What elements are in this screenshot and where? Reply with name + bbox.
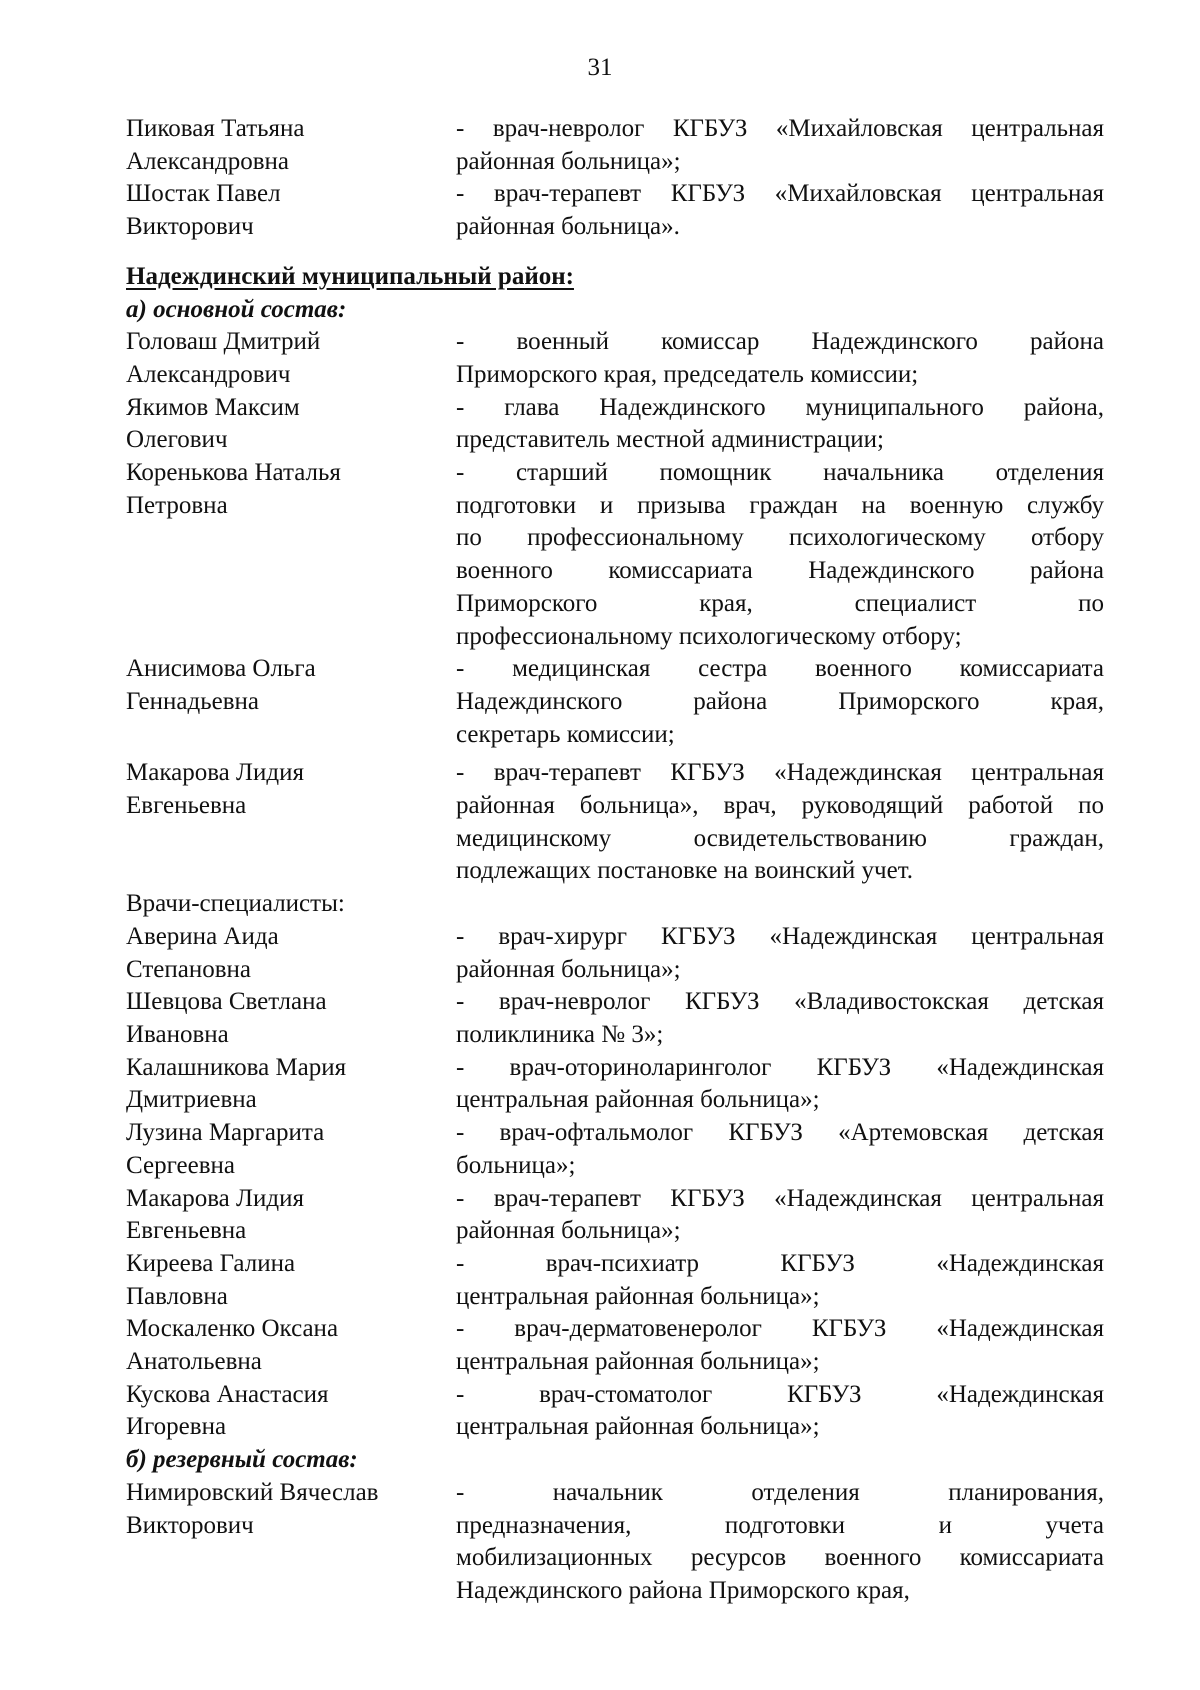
person-role: [456, 921, 1104, 986]
person-role: [456, 986, 1104, 1051]
person-entry: [126, 1379, 1104, 1444]
person-role: [456, 1117, 1104, 1182]
person-role-line: районная больница»;: [456, 147, 681, 175]
person-entry: [126, 1117, 1104, 1182]
person-role-line: подготовки и призыва граждан на военную службу: [456, 491, 1104, 519]
person-role-line: - врач-хирург КГБУЗ «Надеждинская центральная: [456, 922, 1104, 950]
person-name: [126, 326, 456, 391]
person-role: [456, 757, 1104, 888]
section-title: Надеждинский муниципальный район:: [126, 262, 574, 290]
person-name-line: Макарова Лидия: [126, 1184, 304, 1212]
person-role-line: районная больница»;: [456, 955, 681, 983]
page-number: 31: [587, 54, 613, 81]
person-name-line: Москаленко Оксана: [126, 1315, 339, 1343]
person-name-line: Аверина Аида: [126, 922, 279, 950]
person-name: [126, 1379, 456, 1444]
person-role: [456, 392, 1104, 457]
person-name-line: Кускова Анастасия: [126, 1380, 329, 1408]
person-role: [456, 1313, 1104, 1378]
person-name-line: Якимов Максим: [126, 393, 300, 421]
person-name-line: Сергеевна: [126, 1151, 235, 1179]
person-role: [456, 1183, 1104, 1248]
person-entry: [126, 757, 1104, 888]
person-name-line: Геннадьевна: [126, 687, 259, 715]
person-role-line: районная больница», врач, руководящий работой по: [456, 792, 1104, 820]
person-name-line: Павловна: [126, 1282, 228, 1310]
person-name-line: Макарова Лидия: [126, 759, 304, 787]
person-name-line: Петровна: [126, 491, 228, 519]
person-entry: [126, 113, 1104, 178]
person-role-line: подлежащих постановке на воинский учет.: [456, 857, 914, 885]
person-name: [126, 392, 456, 457]
person-entry: [126, 457, 1104, 653]
person-entry: [126, 1477, 1104, 1608]
person-entry: [126, 326, 1104, 391]
person-role-line: Надеждинского района Приморского края,: [456, 687, 1104, 715]
person-role: [456, 457, 1104, 653]
main-entries: [126, 326, 1104, 888]
person-role-line: представитель местной администрации;: [456, 426, 884, 454]
person-entry: [126, 986, 1104, 1051]
person-name-line: Викторович: [126, 213, 254, 241]
person-role-line: - военный комиссар Надеждинского района: [456, 328, 1104, 356]
person-name-line: Пиковая Татьяна: [126, 115, 305, 142]
person-role-line: Приморского края, специалист по: [456, 589, 1104, 617]
person-entry: [126, 1313, 1104, 1378]
person-name-line: Лузина Маргарита: [126, 1119, 325, 1147]
person-name-line: Евгеньевна: [126, 1217, 247, 1245]
top-entries: [126, 113, 1104, 244]
person-role: [456, 1248, 1104, 1313]
person-name-line: Игоревна: [126, 1413, 227, 1441]
person-entry: [126, 1248, 1104, 1313]
spacer: [126, 244, 1104, 261]
person-name-line: Дмитриевна: [126, 1086, 257, 1114]
person-role-line: предназначения, подготовки и учета: [456, 1511, 1104, 1539]
person-role: [456, 326, 1104, 391]
person-name: [126, 113, 456, 178]
person-role-line: районная больница».: [456, 213, 680, 241]
person-role: [456, 178, 1104, 243]
person-name: [126, 653, 456, 751]
person-role-line: военного комиссариата Надеждинского района: [456, 557, 1104, 585]
person-name-line: Ивановна: [126, 1020, 229, 1048]
person-name-line: Александровна: [126, 147, 290, 175]
person-name-line: Александрович: [126, 360, 291, 388]
person-role-line: медицинскому освидетельствованию граждан,: [456, 824, 1104, 852]
person-role-line: профессиональному психологическому отбору;: [456, 622, 962, 650]
person-name-line: Викторович: [126, 1511, 254, 1539]
person-role-line: - врач-оториноларинголог КГБУЗ «Надеждинская: [456, 1053, 1104, 1081]
person-role-line: центральная районная больница»;: [456, 1086, 820, 1114]
person-name-line: Анатольевна: [126, 1348, 262, 1376]
person-entry: [126, 921, 1104, 986]
person-role-line: центральная районная больница»;: [456, 1282, 820, 1310]
specialists-label: Врачи-специалисты:: [126, 890, 345, 918]
main-composition-label: а) основной состав:: [126, 295, 347, 323]
person-entry: [126, 178, 1104, 243]
person-entry: [126, 392, 1104, 457]
person-role-line: секретарь комиссии;: [456, 720, 675, 748]
person-name: [126, 1313, 456, 1378]
person-name-line: Степановна: [126, 955, 251, 983]
person-name: [126, 921, 456, 986]
person-name-line: Киреева Галина: [126, 1249, 296, 1277]
person-entry: [126, 1183, 1104, 1248]
person-role-line: - врач-терапевт КГБУЗ «Надеждинская центральная: [456, 1184, 1104, 1212]
person-entry: [126, 653, 1104, 751]
person-role-line: - врач-стоматолог КГБУЗ «Надеждинская: [456, 1380, 1104, 1408]
person-role-line: - врач-невролог КГБУЗ «Владивостокская детская: [456, 988, 1104, 1016]
person-name: [126, 1183, 456, 1248]
person-role-line: поликлиника № 3»;: [456, 1020, 664, 1048]
person-name-line: Шевцова Светлана: [126, 988, 327, 1016]
person-name-line: Головаш Дмитрий: [126, 328, 321, 356]
person-role: [456, 653, 1104, 751]
reserve-entries: [126, 1477, 1104, 1608]
person-name: [126, 457, 456, 653]
person-role-line: - врач-невролог КГБУЗ «Михайловская центральная: [456, 115, 1104, 142]
person-role-line: - глава Надеждинского муниципального района,: [456, 393, 1104, 421]
person-role-line: - врач-дерматовенеролог КГБУЗ «Надеждинская: [456, 1315, 1104, 1343]
person-name-line: Олегович: [126, 426, 228, 454]
person-role-line: больница»;: [456, 1151, 576, 1179]
reserve-composition-label: б) резервный состав:: [126, 1446, 358, 1474]
person-name: [126, 1477, 456, 1608]
person-role-line: - медицинская сестра военного комиссариата: [456, 655, 1104, 683]
person-role: [456, 113, 1104, 178]
person-name: [126, 1248, 456, 1313]
person-name: [126, 986, 456, 1051]
person-role-line: районная больница»;: [456, 1217, 681, 1245]
specialist-entries: [126, 921, 1104, 1444]
person-entry: [126, 1052, 1104, 1117]
document-body: [126, 113, 1104, 1608]
person-name-line: Евгеньевна: [126, 792, 247, 820]
person-role-line: - старший помощник начальника отделения: [456, 459, 1104, 487]
person-name-line: Коренькова Наталья: [126, 459, 341, 487]
person-name: [126, 1117, 456, 1182]
person-role-line: - врач-терапевт КГБУЗ «Надеждинская центральная: [456, 759, 1104, 787]
person-role-line: - начальник отделения планирования,: [456, 1478, 1104, 1506]
person-name: [126, 757, 456, 888]
person-name: [126, 178, 456, 243]
person-role-line: Приморского края, председатель комиссии;: [456, 360, 919, 388]
person-role-line: Надеждинского района Приморского края,: [456, 1576, 910, 1604]
person-name-line: Калашникова Мария: [126, 1053, 347, 1081]
person-role-line: - врач-терапевт КГБУЗ «Михайловская центральная: [456, 180, 1104, 208]
person-role-line: - врач-психиатр КГБУЗ «Надеждинская: [456, 1249, 1104, 1277]
person-role-line: центральная районная больница»;: [456, 1348, 820, 1376]
person-role-line: центральная районная больница»;: [456, 1413, 820, 1441]
person-role-line: мобилизационных ресурсов военного комиссариата: [456, 1544, 1104, 1572]
person-name-line: Нимировский Вячеслав: [126, 1478, 379, 1506]
person-role: [456, 1379, 1104, 1444]
person-role-line: - врач-офтальмолог КГБУЗ «Артемовская детская: [456, 1119, 1104, 1147]
person-role-line: по профессиональному психологическому отбору: [456, 524, 1104, 552]
person-role: [456, 1052, 1104, 1117]
person-role: [456, 1477, 1104, 1608]
person-name: [126, 1052, 456, 1117]
person-name-line: Шостак Павел: [126, 180, 281, 208]
person-name-line: Анисимова Ольга: [126, 655, 316, 683]
